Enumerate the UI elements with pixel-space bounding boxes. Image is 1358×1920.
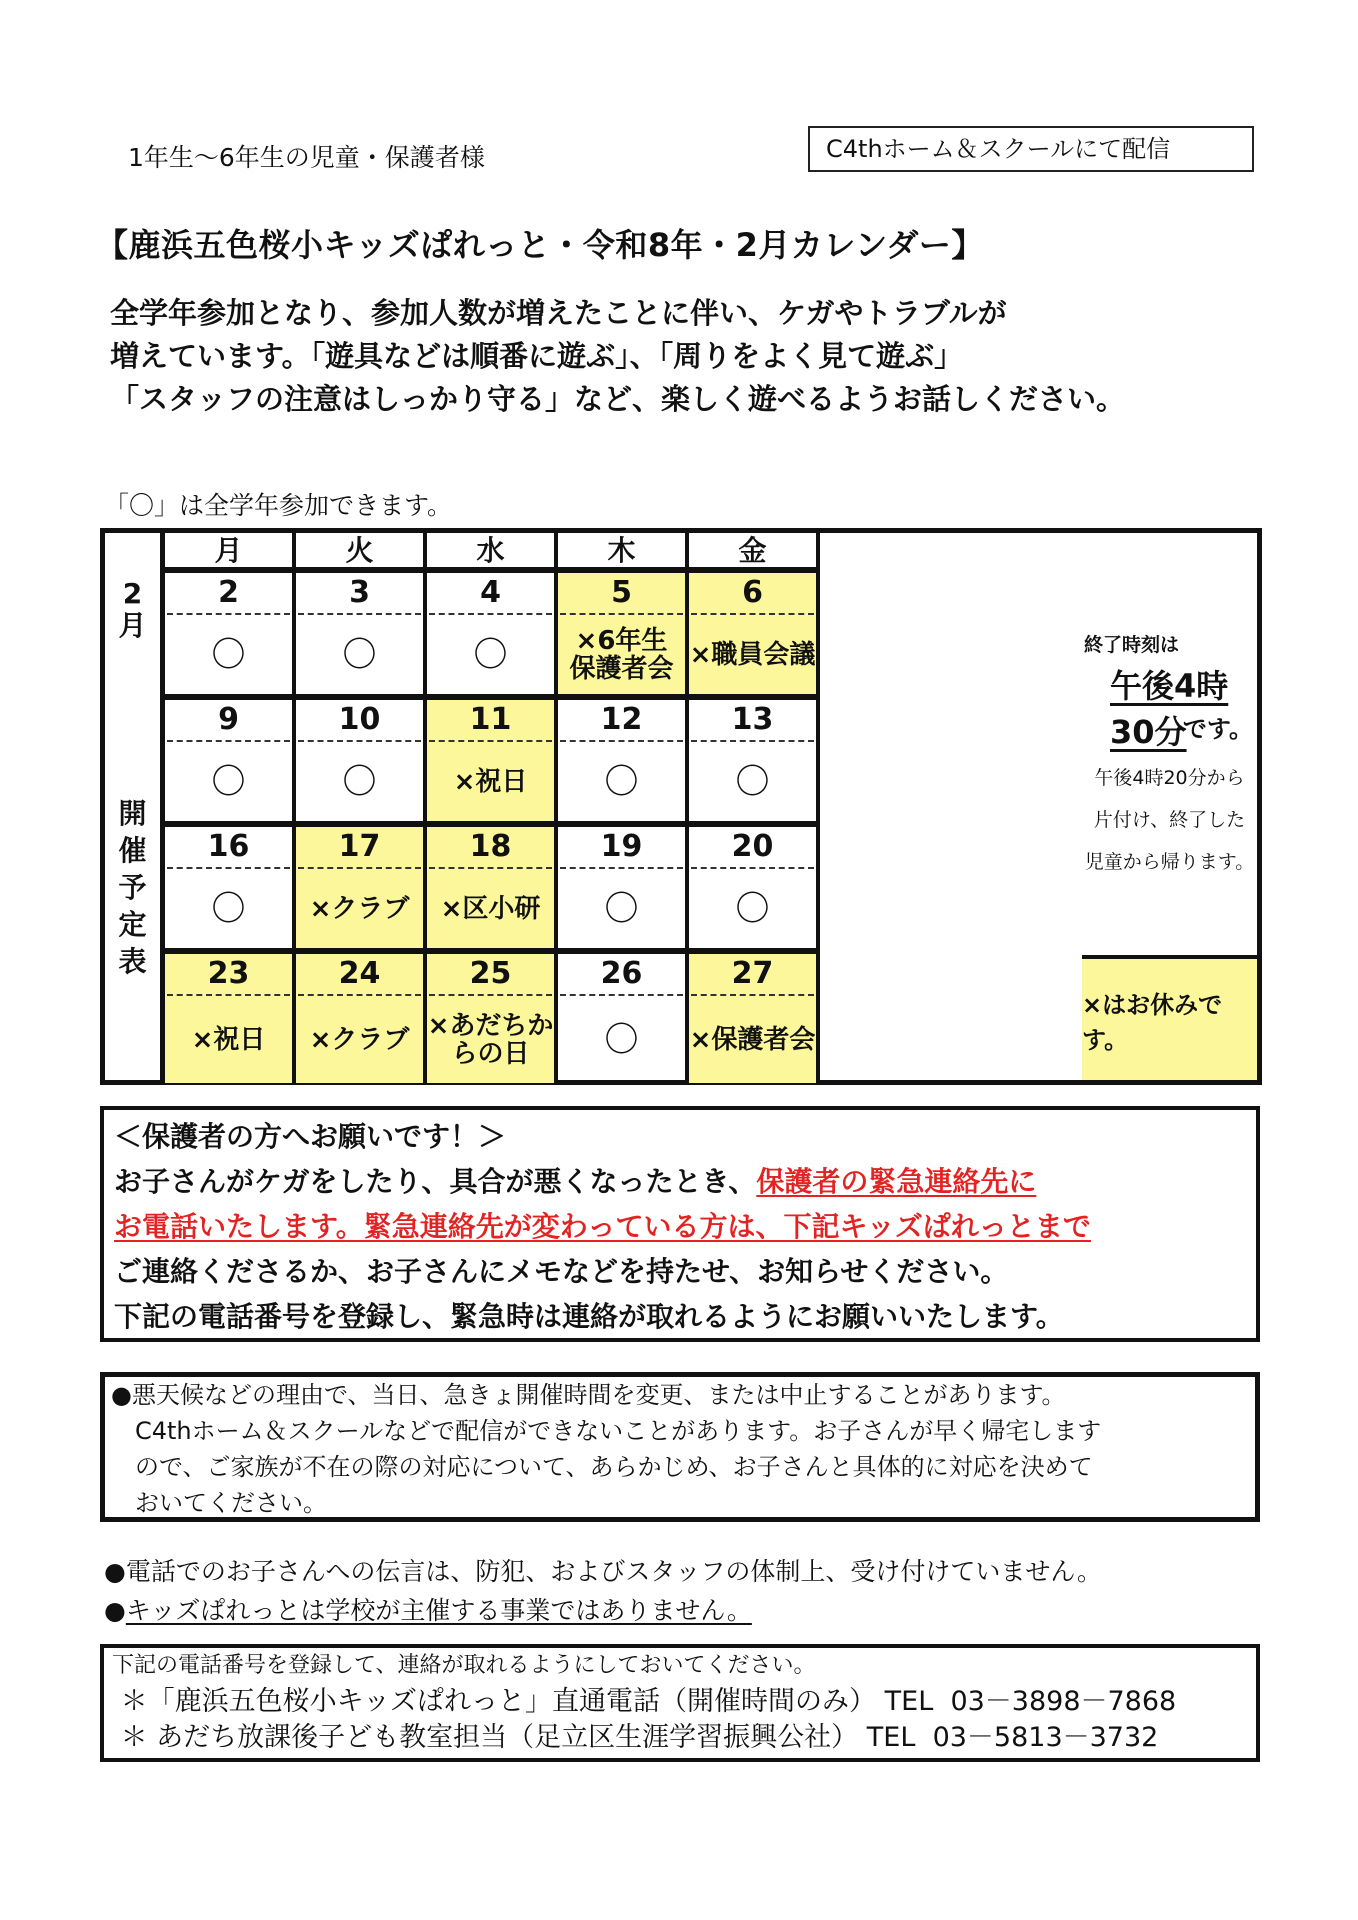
not-school-text: キッズぱれっとは学校が主催する事業ではありません。: [125, 1596, 752, 1625]
calendar-day-cell: [165, 827, 296, 954]
intro-line: 「スタッフの注意はしっかり守る」など、楽しく遊べるようお話しください。: [110, 382, 1126, 416]
day-number: 4: [429, 573, 552, 615]
day-number: 16: [167, 827, 290, 869]
contact-intro: 下記の電話番号を登録して、連絡が取れるようにしておいてください。: [112, 1653, 816, 1678]
intro-line: 増えています。「遊具などは順番に遊ぶ」、「周りをよく見て遊ぶ」: [110, 339, 964, 373]
calendar-day-cell: [689, 700, 820, 827]
day-number: 5: [560, 573, 683, 615]
notes-section: [104, 1552, 1102, 1630]
circle-legend-note: 「〇」は全学年参加できます。: [104, 491, 453, 520]
calendar-day-cell: [558, 827, 689, 954]
emergency-contact-highlight: 保護者の緊急連絡先に: [756, 1165, 1037, 1198]
end-time-note: 児童から帰ります。: [1084, 851, 1255, 873]
open-circle-icon: 〇: [604, 761, 639, 802]
contact-box: [100, 1644, 1260, 1762]
calendar-day-cell: [296, 700, 427, 827]
weekday-header: 火: [296, 533, 427, 573]
day-number: 23: [167, 954, 290, 996]
calendar-grid: [165, 533, 1082, 1080]
closed-reason: ×職員会議: [689, 639, 816, 670]
end-time-note: 片付け、終了した: [1093, 809, 1246, 831]
open-circle-icon: 〇: [473, 634, 508, 675]
bullet-icon: ●: [104, 1596, 126, 1625]
day-number: 13: [691, 700, 814, 742]
calendar-day-cell: [165, 954, 296, 1083]
not-school-note: [104, 1591, 1102, 1630]
audience-label: 1年生～6年生の児童・保護者様: [128, 143, 485, 172]
open-circle-icon: 〇: [211, 634, 246, 675]
end-time-info: [1082, 533, 1257, 955]
calendar-day-cell: [689, 573, 820, 700]
phone-number[interactable]: 03－5813－3732: [932, 1722, 1159, 1753]
closed-reason: ×クラブ: [309, 1024, 410, 1055]
weather-notice-line: ●悪天候などの理由で、当日、急きょ開催時間を変更、または中止することがあります。: [111, 1381, 1066, 1409]
closed-reason: ×区小研: [440, 893, 541, 924]
phone-number[interactable]: 03－3898－7868: [950, 1686, 1177, 1717]
calendar-day-cell: [296, 954, 427, 1083]
emergency-contact-highlight: お電話いたします。緊急連絡先が変わっている方は、下記キッズぱれっとまで: [114, 1210, 1091, 1243]
tel-prefix: TEL: [866, 1722, 916, 1753]
contact-label: ＊ あだち放課後子ども教室担当（足立区生涯学習振興公社）: [120, 1722, 859, 1753]
day-number: 12: [560, 700, 683, 742]
calendar-day-cell: [558, 700, 689, 827]
contact-entry: [112, 1684, 1248, 1720]
closed-reason: ×保護者会: [689, 1024, 816, 1055]
closed-reason: ×あだちか らの日: [427, 1010, 554, 1069]
closed-reason: ×クラブ: [309, 893, 410, 924]
calendar-day-cell: [427, 827, 558, 954]
distribution-channel-box: C4thホーム＆スクールにて配信: [808, 126, 1254, 172]
calendar-day-cell: [689, 827, 820, 954]
open-circle-icon: 〇: [211, 888, 246, 929]
intro-paragraph: [110, 292, 1125, 421]
contact-label: ＊「鹿浜五色桜小キッズぱれっと」直通電話（開催時間のみ）: [120, 1686, 877, 1717]
end-time-label: 終了時刻は: [1084, 634, 1180, 656]
day-number: 26: [560, 954, 683, 996]
calendar-day-cell: [689, 954, 820, 1083]
closed-reason: ×祝日: [191, 1024, 266, 1055]
calendar-day-cell: [165, 700, 296, 827]
calendar-day-cell: [165, 573, 296, 700]
day-number: 11: [429, 700, 552, 742]
calendar-day-cell: [296, 827, 427, 954]
calendar-day-cell: [558, 573, 689, 700]
calendar-side-label: [105, 533, 165, 1080]
end-time-note: 午後4時20分から: [1094, 767, 1245, 789]
closed-legend: ×はお休みです。: [1082, 955, 1257, 1080]
request-heading: ＜保護者の方へお願いです！＞: [114, 1120, 507, 1153]
day-number: 9: [167, 700, 290, 742]
request-line: 下記の電話番号を登録し、緊急時は連絡が取れるようにお願いいたします。: [114, 1300, 1064, 1333]
tel-prefix: TEL: [884, 1686, 934, 1717]
open-circle-icon: 〇: [735, 888, 770, 929]
calendar-day-cell: [427, 954, 558, 1083]
request-line: [114, 1204, 1246, 1249]
day-number: 3: [298, 573, 421, 615]
request-line: ご連絡くださるか、お子さんにメモなどを持たせ、お知らせください。: [114, 1255, 1009, 1288]
calendar-day-cell: [296, 573, 427, 700]
open-circle-icon: 〇: [604, 1019, 639, 1060]
calendar-day-cell: [558, 954, 689, 1083]
day-number: 19: [560, 827, 683, 869]
open-circle-icon: 〇: [604, 888, 639, 929]
day-number: 10: [298, 700, 421, 742]
day-number: 20: [691, 827, 814, 869]
open-circle-icon: 〇: [735, 761, 770, 802]
request-text: お子さんがケガをしたり、具合が悪くなったとき、: [114, 1165, 757, 1198]
page-title: 【鹿浜五色桜小キッズぱれっと・令和8年・2月カレンダー】: [96, 226, 984, 264]
day-number: 6: [691, 573, 814, 615]
closed-reason: ×6年生 保護者会: [569, 625, 674, 684]
schedule-label: 開 催 予 定 表: [118, 797, 147, 978]
open-circle-icon: 〇: [342, 634, 377, 675]
weekday-header: 金: [689, 533, 820, 573]
intro-line: 全学年参加となり、参加人数が増えたことに伴い、ケガやトラブルが: [110, 296, 1007, 330]
day-number: 24: [298, 954, 421, 996]
weekday-header: 月: [165, 533, 296, 573]
request-line: [114, 1159, 1246, 1204]
weather-notice-line: C4thホーム＆スクールなどで配信ができないことがあります。お子さんが早く帰宅します: [111, 1417, 1102, 1445]
weather-notice-line: ので、ご家族が不在の際の対応について、あらかじめ、お子さんと具体的に対応を決めて: [111, 1453, 1093, 1481]
calendar-table: [100, 528, 1262, 1085]
phone-message-note: ●電話でのお子さんへの伝言は、防犯、およびスタッフの体制上、受け付けていません。: [104, 1557, 1102, 1586]
weekday-header: 水: [427, 533, 558, 573]
day-number: 27: [691, 954, 814, 996]
month-label: 2 月: [118, 577, 147, 642]
calendar-day-cell: [427, 700, 558, 827]
closed-reason: ×祝日: [453, 766, 528, 797]
weather-notice-box: [100, 1372, 1260, 1522]
end-time-value: 午後4時30分: [1110, 667, 1229, 751]
weekday-header: 木: [558, 533, 689, 573]
weather-notice-line: おいてください。: [111, 1489, 327, 1517]
contact-entry: [112, 1720, 1248, 1756]
parent-request-box: [100, 1106, 1260, 1342]
day-number: 25: [429, 954, 552, 996]
day-number: 18: [429, 827, 552, 869]
day-number: 2: [167, 573, 290, 615]
end-time-suffix: です。: [1182, 715, 1253, 743]
calendar-day-cell: [427, 573, 558, 700]
day-number: 17: [298, 827, 421, 869]
open-circle-icon: 〇: [342, 761, 377, 802]
open-circle-icon: 〇: [211, 761, 246, 802]
